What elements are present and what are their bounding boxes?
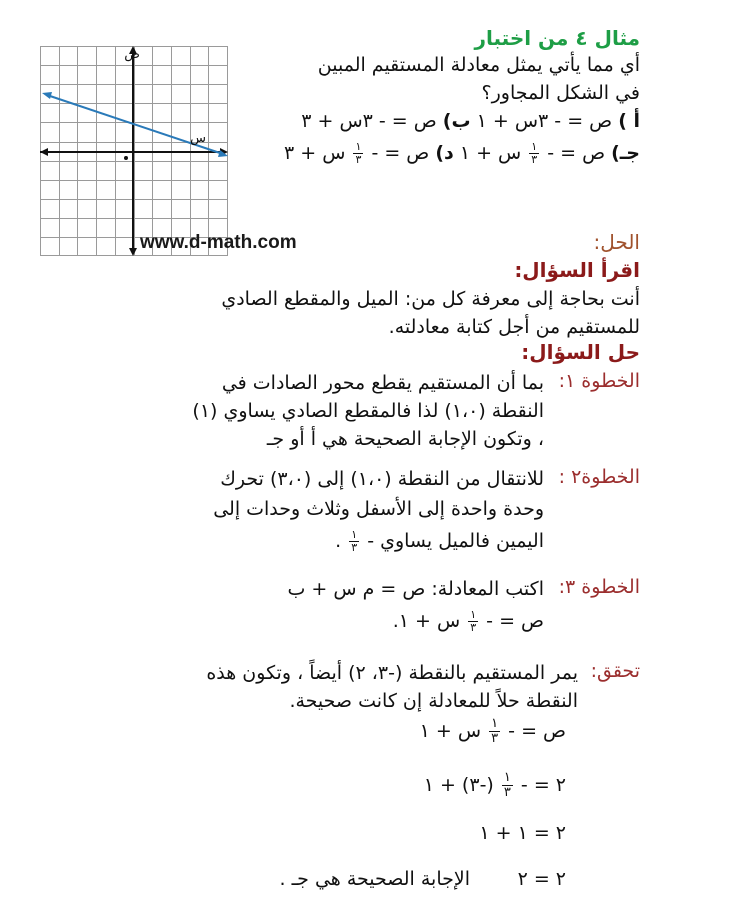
choice-a-text: ص = - ٣س + ١	[476, 110, 613, 132]
question-line-1: أي مما يأتي يمثل معادلة المستقيم المبين	[317, 54, 640, 76]
x-axis-arrow-left-icon	[40, 148, 48, 156]
check-eq-4: ٢ = ٢	[517, 868, 566, 890]
check-eq-1-pre: ص = -	[508, 720, 566, 742]
step-1-line-3: ، وتكون الإجابة الصحيحة هي أ أو جـ	[266, 428, 544, 450]
check-eq-1	[420, 716, 566, 746]
step-2-fraction: $\frac{١}{٣}$	[351, 528, 358, 554]
choice-b-text: ص = - ٣س + ٣	[301, 110, 437, 132]
step-3-eq-post: س + ١.	[392, 610, 461, 632]
solution-label: الحل:	[593, 230, 640, 254]
x-axis-label: س	[190, 131, 206, 146]
step-1-label: الخطوة ١:	[558, 370, 640, 392]
choices-row-1	[301, 108, 640, 134]
check-eq-3: ٢ = ١ + ١	[479, 822, 566, 844]
step-3-eq-pre: ص = -	[486, 610, 544, 632]
y-axis-arrow-down-icon	[129, 248, 137, 256]
check-eq-2-pre: ٢ = -	[520, 774, 566, 796]
check-eq-2-post: (-٣) + ١	[423, 774, 494, 796]
check-eq-1-post: س + ١	[419, 720, 482, 742]
read-line-2: للمستقيم من أجل كتابة معادلته.	[388, 316, 640, 338]
step-1-line-2: النقطة (١،٠) لذا فالمقطع الصادي يساوي (١)	[192, 400, 544, 422]
choice-d-pre: ص = -	[371, 142, 430, 164]
watermark-url: www.d-math.com	[140, 232, 297, 253]
solve-heading: حل السؤال:	[521, 340, 640, 364]
step-2-line-1: للانتقال من النقطة (١،٠) إلى (٣،٠) تحرك	[220, 468, 544, 490]
coordinate-graph	[40, 46, 228, 256]
origin-point	[124, 156, 128, 160]
question-line-2: في الشكل المجاور؟	[481, 82, 640, 104]
final-answer: الإجابة الصحيحة هي جـ .	[279, 868, 470, 890]
choice-c-post: س + ١	[459, 142, 522, 164]
step-3-label: الخطوة ٣:	[558, 576, 640, 598]
check-eq-2	[424, 770, 566, 800]
choice-c-pre: ص = -	[547, 142, 606, 164]
line-arrow-left-icon	[42, 92, 52, 99]
step-2-line-3-text: اليمين فالميل يساوي -	[367, 530, 544, 552]
step-2-line-3-end: .	[335, 530, 342, 552]
choice-c-fraction: $\frac{١}{٣}$	[531, 140, 538, 166]
choice-a-label: أ )	[618, 110, 640, 132]
choice-d-label: د)	[435, 142, 454, 164]
choice-d-post: س + ٣	[284, 142, 346, 164]
choices-row-2	[284, 140, 640, 166]
step-2-label: الخطوة٢ :	[558, 466, 640, 488]
step-3-line-2	[393, 608, 544, 634]
step-3-line-1: اكتب المعادلة: ص = م س + ب	[287, 578, 544, 600]
step-1-line-1: بما أن المستقيم يقطع محور الصادات في	[221, 372, 544, 394]
y-axis-label: ص	[124, 47, 140, 62]
check-eq-1-fraction: $\frac{١}{٣}$	[491, 716, 499, 746]
choice-c-label: جـ)	[611, 142, 640, 164]
choice-d-fraction: $\frac{١}{٣}$	[355, 140, 362, 166]
check-eq-2-fraction: $\frac{١}{٣}$	[503, 770, 511, 800]
step-2-line-2: وحدة واحدة إلى الأسفل وثلاث وحدات إلى	[213, 498, 544, 520]
example-title: مثال ٤ من اختبار	[474, 26, 640, 50]
choice-b-label: ب)	[442, 110, 471, 132]
read-heading: اقرأ السؤال:	[514, 258, 640, 282]
check-line-2: النقطة حلاً للمعادلة إن كانت صحيحة.	[289, 690, 578, 712]
step-3-fraction: $\frac{١}{٣}$	[470, 608, 477, 634]
step-2-line-3	[335, 528, 544, 554]
check-label: تحقق:	[590, 660, 640, 682]
check-line-1: يمر المستقيم بالنقطة (-٣، ٢) أيضاً ، وتكون هذه	[206, 662, 578, 684]
read-line-1: أنت بحاجة إلى معرفة كل من: الميل والمقطع الصادي	[221, 288, 640, 310]
